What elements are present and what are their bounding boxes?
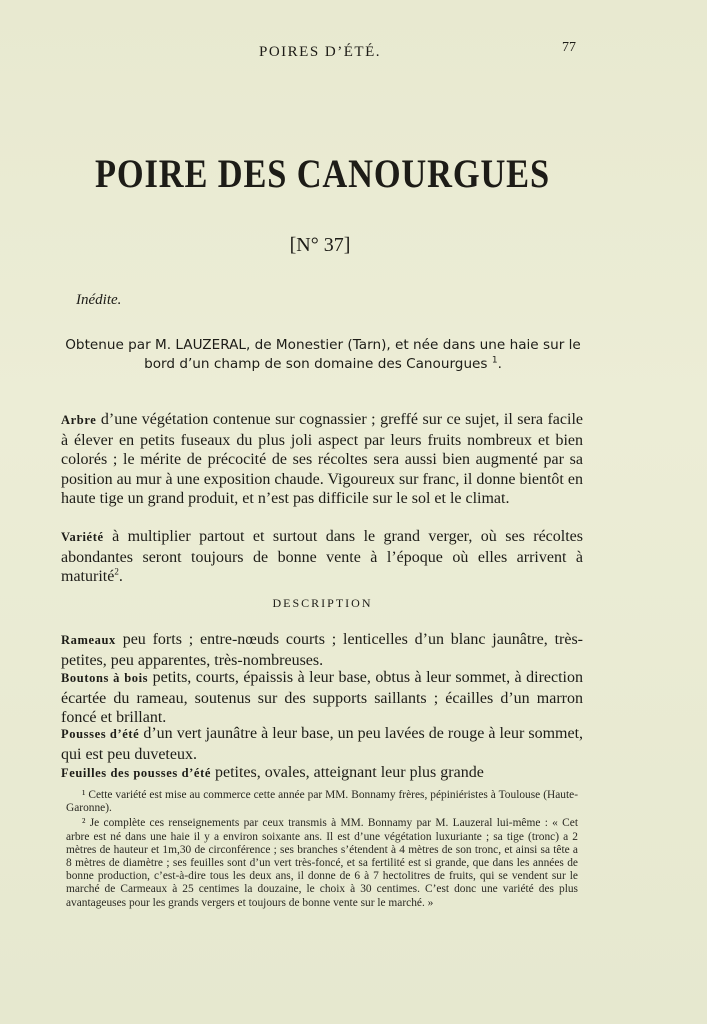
- paragraph-boutons: [61, 668, 583, 728]
- origin-paragraph: Obtenue par M. LAUZERAL, de Monestier (Tarn), et née dans une haie sur le bord d’un champ de son domaine des Canourgues $^1$.: [65, 337, 581, 372]
- page-number: 77: [562, 40, 576, 55]
- paragraph-feuilles: [61, 763, 583, 784]
- text-feuilles: petites, ovales, atteignant leur plus grande: [214, 764, 484, 781]
- footnote-1: ¹ Cette variété est mise au commerce cette année par MM. Bonnamy frères, pépiniéristes à Toulouse (Haute-Garonne).: [66, 789, 578, 815]
- lead-feuilles: Feuilles des pousses d’été: [61, 766, 211, 780]
- section-heading: DESCRIPTION: [272, 596, 373, 610]
- running-head: POIRES D’ÉTÉ.: [259, 44, 381, 60]
- paragraph-rameaux: [61, 630, 583, 670]
- text-rameaux: peu forts ; entre-nœuds courts ; lenticelles d’un blanc jaunâtre, très-petites, peu apparentes, très-nombreuses.: [61, 631, 584, 669]
- footnotes: [66, 789, 578, 910]
- lead-pousses: Pousses d’été: [61, 727, 140, 741]
- status-note: Inédite.: [76, 292, 122, 308]
- footnote-2: ² Je complète ces renseignements par ceux transmis à MM. Bonnamy par M. Lauzeral lui-même : « Cet arbre est né dans une haie il y a environ soixante ans. Il est d’une végétation luxuriante ; sa tige (tronc) a 2 mètres de hauteur et 1m,30 de circonférence ; ses branches s’étendent à 4 mètres de son tronc, et ainsi sa tête a 8 mètres de diamètre ; ses feuilles sont d’un vert très-foncé, et sa fertilité est si grande, que dans les années de bonne production, c’est-à-dire tous les deux ans, il donne de 6 à 7 hectolitres de fruits, qui se vendent sur le marché de Carmeaux à 25 centimes la douzaine, le choix à 30 centimes. C’est donc une variété des plus avantageuses pour les grands vergers et toujours de bonne vente sur le marché. »: [66, 817, 578, 909]
- lead-variete: Variété: [61, 530, 104, 544]
- variety-number: [N° 37]: [289, 234, 351, 256]
- footnote-ref-1: 1: [491, 355, 498, 366]
- lead-rameaux: Rameaux: [61, 633, 116, 647]
- origin-text: Obtenue par M. LAUZERAL, de Monestier (Tarn), et née dans une haie sur le bord d’un champ de son domaine des Canourgues: [65, 337, 581, 372]
- text-variete: à multiplier partout et surtout dans le grand verger, où ses récoltes abondantes seront toujours de bonne vente à l’époque où elles arrivent à maturité: [61, 528, 584, 585]
- paragraph-pousses: [61, 724, 583, 764]
- page-title: POIRE DES CANOURGUES: [95, 151, 550, 196]
- footnote-ref-2: 2: [114, 566, 119, 577]
- paragraph-arbre: [61, 410, 583, 509]
- lead-arbre: Arbre: [61, 413, 97, 427]
- text-pousses: d’un vert jaunâtre à leur base, un peu lavées de rouge à leur sommet, qui est peu duveteux.: [61, 725, 584, 763]
- paragraph-variete: Variété à multiplier partout et surtout dans le grand verger, où ses récoltes abondantes seront toujours de bonne vente à l’époque où elles arrivent à maturité$^2$.: [61, 528, 584, 585]
- text-arbre: d’une végétation contenue sur cognassier ; greffé sur ce sujet, il sera facile à élever en petits fuseaux du plus joli aspect par leurs fruits nombreux et bien colorés ; le mérite de précocité de ses récoltes sera aussi bien augmenté par sa position au mur à une exposition chaude. Vigoureux sur franc, il donne bientôt en haute tige un grand produit, et n’est pas difficile sur le sol et le climat.: [61, 411, 584, 507]
- lead-boutons: Boutons à bois: [61, 671, 149, 685]
- text-boutons: petits, courts, épaissis à leur base, obtus à leur sommet, à direction écartée du rameau, soutenus sur des supports saillants ; écailles d’un marron foncé et brillant.: [61, 669, 583, 726]
